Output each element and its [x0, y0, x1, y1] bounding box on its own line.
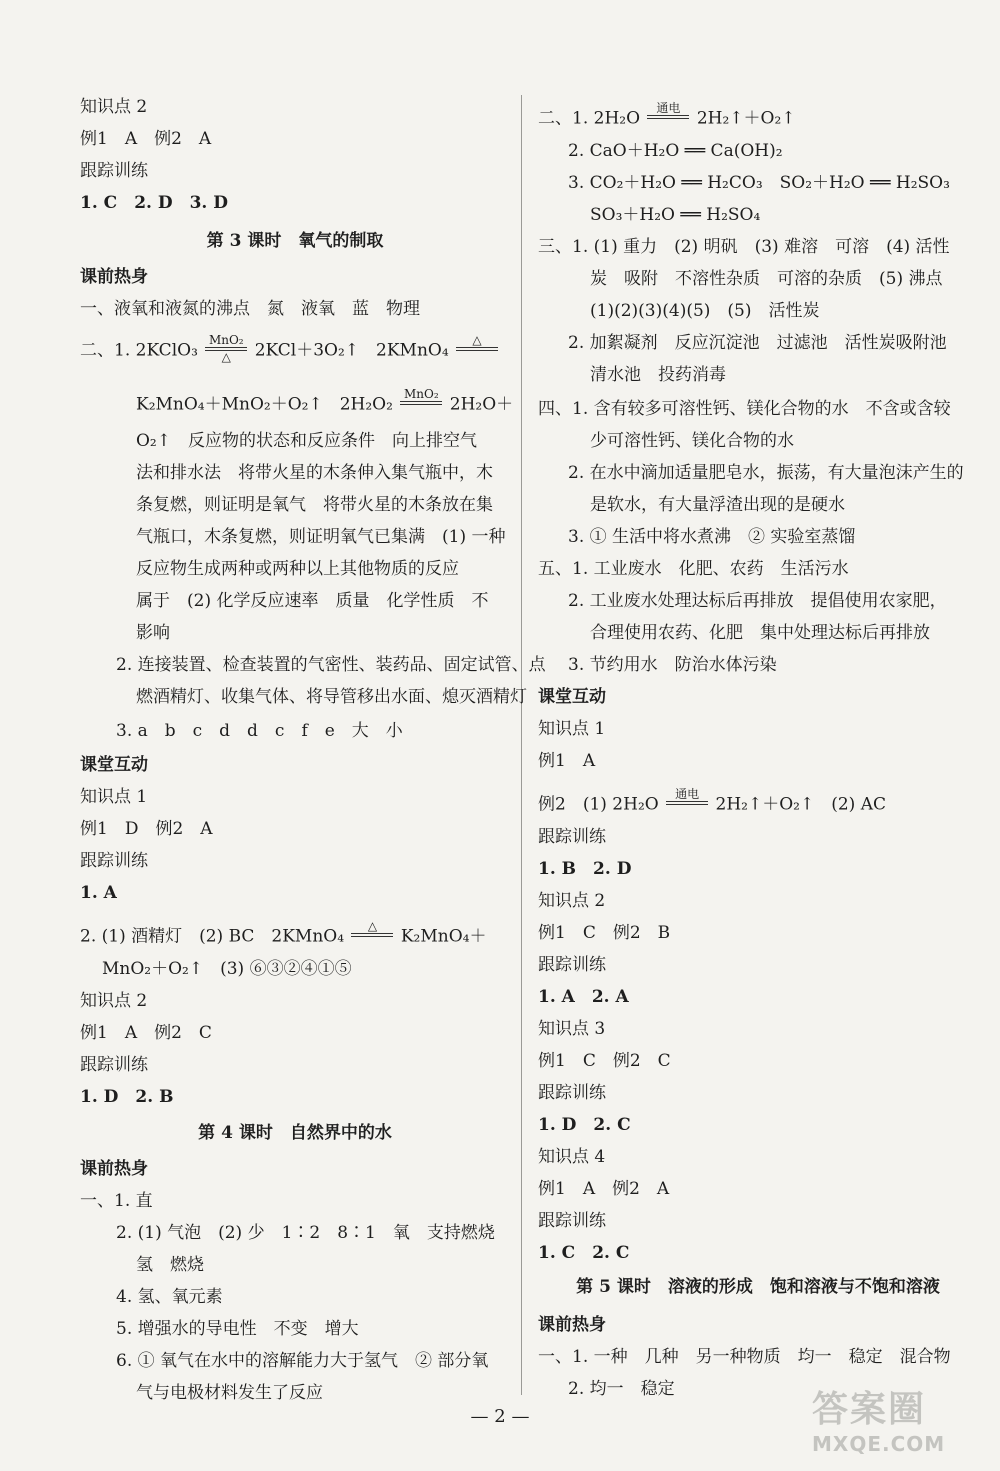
equation-sign: [351, 920, 393, 950]
page-number: — 2 —: [470, 1406, 530, 1427]
answer-line: 三、1. (1) 重力 (2) 明矾 (3) 难溶 可溶 (4) 活性: [538, 237, 950, 257]
answer-line: 例1 A 例2 C: [80, 1023, 212, 1043]
answer-line: [136, 387, 514, 420]
answer-line: 一、1. 一种 几种 另一种物质 均一 稳定 混合物: [538, 1347, 951, 1367]
answer-line: 知识点 2: [80, 991, 148, 1011]
answer-line: 跟踪训练: [80, 161, 148, 181]
reaction-condition: 通电: [675, 787, 700, 801]
reaction-condition: △: [472, 333, 482, 347]
subheading: 1. B 2. D: [538, 859, 632, 879]
answer-line: 例1 C 例2 B: [538, 923, 671, 943]
watermark-logo: [812, 1388, 992, 1466]
answer-line: 例1 C 例2 C: [538, 1051, 671, 1071]
equation-sign: [456, 334, 498, 364]
answer-line: 2. 加絮凝剂 反应沉淀池 过滤池 活性炭吸附池: [568, 333, 947, 353]
answer-line: [80, 333, 500, 366]
reaction-condition: MnO₂: [208, 333, 244, 347]
answer-line: 2. 均一 稳定: [568, 1379, 675, 1399]
equals-bar: [647, 115, 689, 119]
answer-line: 知识点 4: [538, 1147, 606, 1167]
reaction-condition: △: [367, 919, 378, 933]
answer-line: 清水池 投药消毒: [590, 365, 726, 385]
answer-line: SO₃＋H₂O ══ H₂SO₄: [590, 205, 761, 225]
equation-text: 2. (1) 酒精灯 (2) BC 2KMnO₄: [80, 926, 350, 947]
answer-line: 影响: [136, 623, 170, 643]
subheading: 课前热身: [538, 1315, 606, 1335]
answer-line: 炭 吸附 不溶性杂质 可溶的杂质 (5) 沸点: [590, 269, 943, 289]
answer-line: 燃酒精灯、收集气体、将导管移出水面、熄灭酒精灯: [136, 687, 527, 707]
answer-line: 4. 氢、氧元素: [116, 1287, 223, 1307]
watermark-url: MXQE.COM: [812, 1432, 946, 1456]
answer-line: 跟踪训练: [80, 1055, 148, 1075]
answer-line: 2. (1) 气泡 (2) 少 1∶2 8∶1 氧 支持燃烧: [116, 1223, 495, 1243]
subheading: 课前热身: [80, 267, 148, 287]
equals-bar: [351, 933, 393, 937]
answer-line: 2. 连接装置、检查装置的气密性、装药品、固定试管、点: [116, 655, 546, 675]
equation-text: 2KCl＋3O₂↑ 2KMnO₄: [249, 340, 455, 361]
answer-line: 知识点 3: [538, 1019, 606, 1039]
answer-line: 氢 燃烧: [136, 1255, 204, 1275]
section-heading: 第 4 课时 自然界中的水: [198, 1123, 392, 1143]
equation-sign: [647, 102, 689, 132]
answer-line: 知识点 2: [80, 97, 148, 117]
answer-line: 6. ① 氧气在水中的溶解能力大于氢气 ② 部分氧: [116, 1351, 489, 1371]
reaction-condition: MnO₂: [404, 387, 439, 401]
answer-line: 知识点 1: [80, 787, 148, 807]
answer-line: 法和排水法 将带火星的木条伸入集气瓶中，木: [136, 463, 493, 483]
answer-line: 3. 节约用水 防治水体污染: [568, 655, 777, 675]
answer-line: 跟踪训练: [538, 827, 606, 847]
reaction-condition: 通电: [656, 101, 681, 115]
answer-line: 5. 增强水的导电性 不变 增大: [116, 1319, 359, 1339]
answer-line: 2. 在水中滴加适量肥皂水，振荡，有大量泡沫产生的: [568, 463, 964, 483]
answer-line: 2. 工业废水处理达标后再排放 提倡使用农家肥，: [568, 591, 947, 611]
answer-line: 少可溶性钙、镁化合物的水: [590, 431, 794, 451]
answer-line: [538, 101, 796, 134]
answer-line: 知识点 1: [538, 719, 606, 739]
answer-line: 条复燃，则证明是氧气 将带火星的木条放在集: [136, 495, 493, 515]
answer-line: 例1 D 例2 A: [80, 819, 213, 839]
subheading: 1. D 2. C: [538, 1115, 631, 1135]
equals-bar: [456, 347, 498, 351]
answer-line: (1)(2)(3)(4)(5) (5) 活性炭: [590, 301, 820, 321]
equation-text: 2H₂↑＋O₂↑ (2) AC: [710, 794, 886, 815]
answer-line: 例1 A 例2 A: [538, 1179, 670, 1199]
subheading: 1. A: [80, 883, 117, 903]
equation-sign: [666, 788, 708, 818]
answer-line: 气与电极材料发生了反应: [136, 1383, 323, 1403]
answer-line: 3. CO₂＋H₂O ══ H₂CO₃ SO₂＋H₂O ══ H₂SO₃: [568, 173, 950, 193]
answer-line: MnO₂＋O₂↑ (3) ⑥③②④①⑤: [102, 959, 352, 979]
equation-text: 2H₂↑＋O₂↑: [691, 108, 796, 129]
subheading: 课前热身: [80, 1159, 148, 1179]
subheading: 课堂互动: [538, 687, 606, 707]
answer-line: 是软水，有大量浮渣出现的是硬水: [590, 495, 845, 515]
answer-line: 跟踪训练: [80, 851, 148, 871]
answer-line: 五、1. 工业废水 化肥、农药 生活污水: [538, 559, 849, 579]
answer-line: 跟踪训练: [538, 1083, 606, 1103]
answer-line: 一、液氧和液氮的沸点 氮 液氧 蓝 物理: [80, 299, 420, 319]
equation-sign: [400, 388, 442, 418]
answer-line: 气瓶口，木条复燃，则证明氧气已集满 (1) 一种: [136, 527, 506, 547]
answer-line: 属于 (2) 化学反应速率 质量 化学性质 不: [136, 591, 489, 611]
answer-line: 四、1. 含有较多可溶性钙、镁化合物的水 不含或含较: [538, 399, 951, 419]
answer-line: 例1 A 例2 A: [80, 129, 212, 149]
answer-line: 反应物生成两种或两种以上其他物质的反应: [136, 559, 459, 579]
equation-text: 2H₂O＋: [444, 394, 514, 415]
section-heading: 第 5 课时 溶液的形成 饱和溶液与不饱和溶液: [576, 1277, 940, 1297]
answer-line: 跟踪训练: [538, 955, 606, 975]
equation-text: K₂MnO₄＋MnO₂＋O₂↑ 2H₂O₂: [136, 394, 399, 415]
answer-line: [80, 919, 487, 952]
equation-text: 二、1. 2KClO₃: [80, 340, 204, 361]
answer-line: 一、1. 直: [80, 1191, 153, 1211]
answer-line: [538, 787, 886, 820]
answer-line: 3. ① 生活中将水煮沸 ② 实验室蒸馏: [568, 527, 856, 547]
subheading: 1. C 2. D 3. D: [80, 193, 229, 213]
answer-line: 合理使用农药、化肥 集中处理达标后再排放: [590, 623, 930, 643]
answer-line: 例1 A: [538, 751, 596, 771]
column-divider: [521, 95, 522, 1395]
answer-line: 跟踪训练: [538, 1211, 606, 1231]
equation-sign: [205, 334, 247, 364]
watermark-text: 答案圈: [812, 1389, 927, 1430]
equals-bar: [400, 401, 442, 405]
subheading: 课堂互动: [80, 755, 148, 775]
answer-line: O₂↑ 反应物的状态和反应条件 向上排空气: [136, 431, 477, 451]
answer-line: 知识点 2: [538, 891, 606, 911]
subheading: 1. C 2. C: [538, 1243, 630, 1263]
reaction-condition-below: △: [221, 350, 231, 364]
equation-text: K₂MnO₄＋: [395, 926, 487, 947]
equation-text: 例2 (1) 2H₂O: [538, 794, 665, 815]
answer-line: 2. CaO＋H₂O ══ Ca(OH)₂: [568, 141, 783, 161]
subheading: 1. D 2. B: [80, 1087, 174, 1107]
equation-text: 二、1. 2H₂O: [538, 108, 646, 129]
section-heading: 第 3 课时 氧气的制取: [206, 231, 384, 251]
subheading: 1. A 2. A: [538, 987, 629, 1007]
answer-line: 3. a b c d d c f e 大 小: [116, 721, 403, 741]
equals-bar: [666, 801, 708, 805]
